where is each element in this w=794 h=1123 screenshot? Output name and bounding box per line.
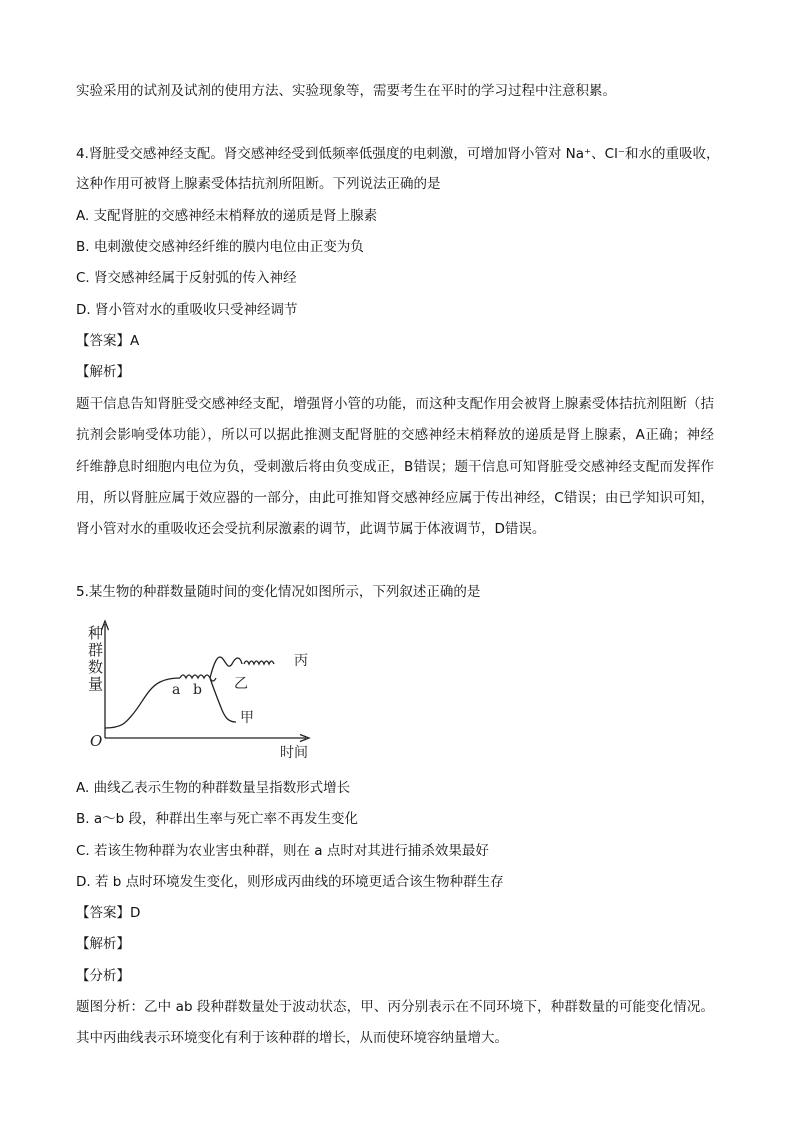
q4-option-c: C. 肾交感神经属于反射弧的传入神经 bbox=[76, 270, 297, 286]
ylabel-char-1: 种 bbox=[88, 624, 104, 642]
q4-option-a: A. 支配肾脏的交感神经末梢释放的递质是肾上腺素 bbox=[76, 208, 378, 224]
xlabel: 时间 bbox=[280, 745, 308, 761]
curve-bing bbox=[210, 657, 242, 678]
q4-option-b: B. 电刺激使交感神经纤维的膜内电位由正变为负 bbox=[76, 239, 364, 255]
q5-stem: 5.某生物的种群数量随时间的变化情况如图所示，下列叙述正确的是 bbox=[76, 584, 481, 600]
intro-text: 实验采用的试剂及试剂的使用方法、实验现象等，需要考生在平时的学习过程中注意积累。 bbox=[76, 83, 616, 99]
q5-option-b: B. a～b 段，种群出生率与死亡率不再发生变化 bbox=[76, 811, 358, 827]
q4-stem-line-2: 这种作用可被肾上腺素受体拮抗剂所阻断。下列说法正确的是 bbox=[76, 176, 441, 192]
ylabel-char-3: 数 bbox=[88, 658, 104, 676]
q4-analysis-line-4: 用，所以肾脏应属于效应器的一部分，由此可推知肾交感神经应属于传出神经，C错误；由已学知识可知， bbox=[76, 490, 714, 506]
q5-option-d: D. 若 b 点时环境发生变化，则形成丙曲线的环境更适合该生物种群生存 bbox=[76, 874, 504, 890]
point-a-label: a bbox=[172, 682, 181, 698]
q4-answer: 【答案】A bbox=[76, 333, 140, 349]
q4-analysis-line-1: 题干信息告知肾脏受交感神经支配，增强肾小管的功能，而这种支配作用会被肾上腺素受体拮抗剂阻断（拮 bbox=[76, 396, 714, 412]
q4-analysis-line-5: 肾小管对水的重吸收还会受抗利尿激素的调节，此调节属于体液调节，D错误。 bbox=[76, 521, 546, 537]
ylabel-char-2: 群 bbox=[88, 641, 104, 659]
q4-analysis-line-2: 抗剂会影响受体功能），所以可以据此推测支配肾脏的交感神经末梢释放的递质是肾上腺素，A正确；神经 bbox=[76, 427, 714, 443]
q4-option-d: D. 肾小管对水的重吸收只受神经调节 bbox=[76, 302, 298, 318]
curve-bing-oscillation bbox=[244, 661, 274, 664]
curve-bing-label: 丙 bbox=[294, 653, 308, 669]
q4-stem-line-1: 4.肾脏受交感神经支配。肾交感神经受到低频率低强度的电刺激，可增加肾小管对 Na⁺、Cl⁻和水的重吸收， bbox=[76, 146, 720, 162]
q5-analysis-label: 【解析】 bbox=[76, 936, 130, 952]
ab-oscillation bbox=[180, 675, 210, 678]
q5-fenxi-line-1: 题图分析：乙中 ab 段种群数量处于波动状态，甲、丙分别表示在不同环境下，种群数量的可能变化情况。 bbox=[76, 999, 714, 1015]
curve-yi bbox=[210, 678, 216, 681]
q5-fenxi-label: 【分析】 bbox=[76, 968, 130, 984]
q4-analysis-line-3: 纤维静息时细胞内电位为负，受刺激后将由负变成正，B错误；题干信息可知肾脏受交感神经支配而发挥作 bbox=[76, 459, 714, 475]
population-growth-figure bbox=[88, 618, 328, 763]
curve-jia bbox=[210, 678, 236, 722]
q5-option-a: A. 曲线乙表示生物的种群数量呈指数形式增长 bbox=[76, 780, 351, 796]
origin-label: O bbox=[90, 732, 103, 750]
q5-fenxi-line-2: 其中丙曲线表示环境变化有利于该种群的增长，从而使环境容纳量增大。 bbox=[76, 1030, 508, 1046]
curve-yi-label: 乙 bbox=[234, 676, 248, 692]
growth-curve bbox=[105, 678, 180, 728]
q4-analysis-label: 【解析】 bbox=[76, 364, 130, 380]
point-b-label: b bbox=[193, 682, 202, 698]
curve-jia-label: 甲 bbox=[240, 710, 254, 726]
ylabel-char-4: 量 bbox=[88, 675, 104, 693]
q5-option-c: C. 若该生物种群为农业害虫种群，则在 a 点时对其进行捕杀效果最好 bbox=[76, 843, 489, 859]
q5-answer: 【答案】D bbox=[76, 905, 141, 921]
